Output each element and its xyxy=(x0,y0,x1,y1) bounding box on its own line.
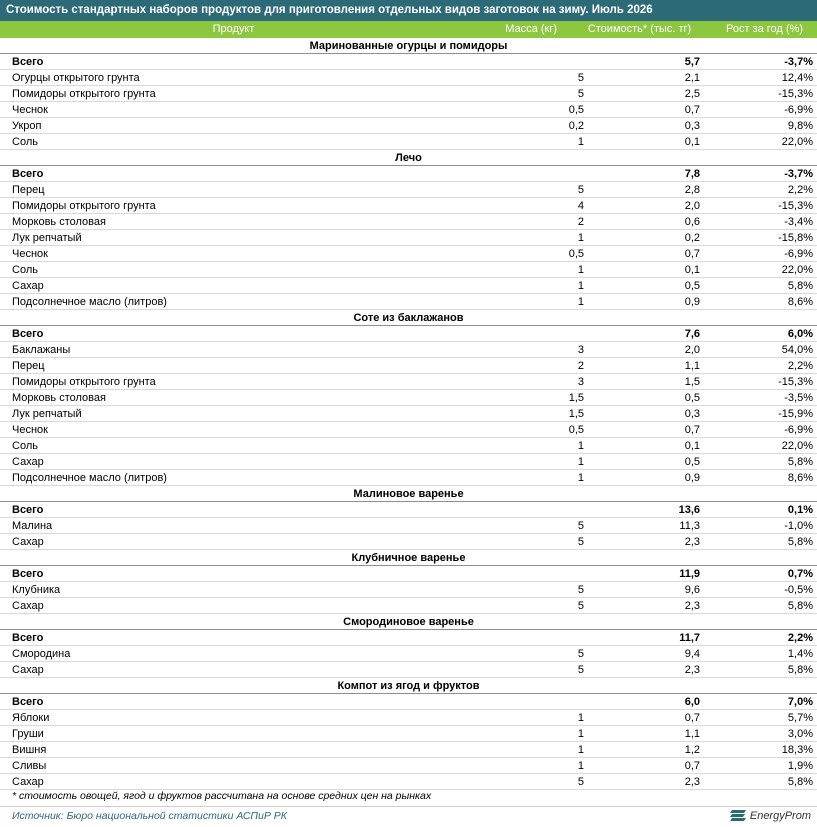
cost-cell: 1,2 xyxy=(684,744,700,756)
cost-cell: 2,3 xyxy=(684,664,700,676)
mass-cell: 1 xyxy=(577,136,584,148)
mass-cell: 1 xyxy=(577,280,584,292)
mass-cell: 0,5 xyxy=(568,424,584,436)
mass-cell: 5 xyxy=(577,536,584,548)
mass-cell: 5 xyxy=(577,72,584,84)
table-row xyxy=(0,470,817,486)
table-row xyxy=(0,70,817,86)
mass-cell: 1 xyxy=(577,440,584,452)
product-cell: Баклажаны xyxy=(12,344,71,356)
table-row xyxy=(0,438,817,454)
growth-cell: 8,6% xyxy=(787,472,813,484)
growth-cell: 2,2% xyxy=(787,632,813,644)
mass-cell: 0,5 xyxy=(568,248,584,260)
cost-cell: 9,4 xyxy=(684,648,700,660)
cost-cell: 7,8 xyxy=(684,168,700,180)
growth-cell: 5,8% xyxy=(787,776,813,788)
mass-cell: 5 xyxy=(577,520,584,532)
product-cell: Перец xyxy=(12,360,45,372)
growth-cell: 1,9% xyxy=(787,760,813,772)
product-cell: Всего xyxy=(12,696,44,708)
section-header-row xyxy=(0,310,817,326)
mass-cell: 2 xyxy=(577,216,584,228)
section-header-row xyxy=(0,150,817,166)
table-row xyxy=(0,102,817,118)
product-cell: Соль xyxy=(12,440,38,452)
growth-cell: -6,9% xyxy=(784,248,813,260)
product-cell: Перец xyxy=(12,184,45,196)
product-cell: Всего xyxy=(12,168,44,180)
cost-cell: 2,3 xyxy=(684,776,700,788)
product-cell: Всего xyxy=(12,328,44,340)
section-header-row xyxy=(0,38,817,54)
mass-cell: 5 xyxy=(577,584,584,596)
growth-cell: 22,0% xyxy=(781,440,813,452)
product-cell: Сахар xyxy=(12,456,44,468)
section-title: Маринованные огурцы и помидоры xyxy=(309,40,508,52)
growth-cell: -6,9% xyxy=(784,424,813,436)
mass-cell: 5 xyxy=(577,664,584,676)
section-title: Лечо xyxy=(395,152,422,164)
mass-cell: 1 xyxy=(577,760,584,772)
growth-cell: 9,8% xyxy=(787,120,813,132)
cost-cell: 0,5 xyxy=(684,280,700,292)
cost-cell: 0,5 xyxy=(684,456,700,468)
product-cell: Соль xyxy=(12,136,38,148)
product-cell: Яблоки xyxy=(12,712,50,724)
growth-cell: 5,7% xyxy=(787,712,813,724)
mass-cell xyxy=(340,694,584,709)
growth-cell: 22,0% xyxy=(781,136,813,148)
growth-cell: 18,3% xyxy=(781,744,813,756)
mass-cell xyxy=(340,566,584,581)
cost-cell: 0,3 xyxy=(684,120,700,132)
growth-cell: 5,8% xyxy=(787,600,813,612)
mass-cell: 2 xyxy=(577,360,584,372)
product-cell: Чеснок xyxy=(12,424,48,436)
growth-cell: -3,5% xyxy=(784,392,813,404)
total-row xyxy=(0,166,817,182)
cost-cell: 2,8 xyxy=(684,184,700,196)
product-cell: Помидоры открытого грунта xyxy=(12,200,156,212)
growth-cell: -3,4% xyxy=(784,216,813,228)
growth-cell: -3,7% xyxy=(784,56,813,68)
product-cell: Морковь столовая xyxy=(12,392,106,404)
growth-cell: 5,8% xyxy=(787,536,813,548)
product-cell: Чеснок xyxy=(12,248,48,260)
table-row xyxy=(0,294,817,310)
footnote: * стоимость овощей, ягод и фруктов рассчитана на основе средних цен на рынках xyxy=(12,790,432,802)
product-cell: Огурцы открытого грунта xyxy=(12,72,140,84)
logo-text: EnergyProm xyxy=(749,809,811,822)
growth-cell: 0,1% xyxy=(787,504,813,516)
total-row xyxy=(0,502,817,518)
growth-cell: 2,2% xyxy=(787,184,813,196)
growth-cell: 22,0% xyxy=(781,264,813,276)
column-header-cost: Стоимость* (тыс. тг) xyxy=(587,23,692,35)
mass-cell: 1,5 xyxy=(568,408,584,420)
cost-cell: 2,0 xyxy=(684,200,700,212)
table-row xyxy=(0,406,817,422)
table-row xyxy=(0,454,817,470)
product-cell: Всего xyxy=(12,632,44,644)
table-row xyxy=(0,390,817,406)
table-header xyxy=(0,21,817,38)
mass-cell: 5 xyxy=(577,88,584,100)
section-header-row xyxy=(0,614,817,630)
product-cell: Морковь столовая xyxy=(12,216,106,228)
mass-cell: 0,5 xyxy=(568,104,584,116)
mass-cell: 0,2 xyxy=(568,120,584,132)
total-row xyxy=(0,326,817,342)
growth-cell: 5,8% xyxy=(787,280,813,292)
cost-cell: 0,7 xyxy=(684,104,700,116)
cost-cell: 0,5 xyxy=(684,392,700,404)
growth-cell: -1,0% xyxy=(784,520,813,532)
growth-cell: -15,3% xyxy=(778,376,813,388)
column-header-mass: Масса (кг) xyxy=(505,23,557,35)
mass-cell: 3 xyxy=(577,376,584,388)
cost-cell: 2,5 xyxy=(684,88,700,100)
table-row xyxy=(0,182,817,198)
growth-cell: 2,2% xyxy=(787,360,813,372)
table-row xyxy=(0,214,817,230)
table-row xyxy=(0,134,817,150)
cost-cell: 2,3 xyxy=(684,600,700,612)
cost-cell: 2,3 xyxy=(684,536,700,548)
cost-cell: 5,7 xyxy=(684,56,700,68)
table-row xyxy=(0,230,817,246)
growth-cell: 7,0% xyxy=(787,696,813,708)
mass-cell: 4 xyxy=(577,200,584,212)
footer xyxy=(0,806,817,827)
column-header-product: Продукт xyxy=(212,23,255,35)
product-cell: Лук репчатый xyxy=(12,232,82,244)
table-row xyxy=(0,86,817,102)
cost-cell: 0,7 xyxy=(684,712,700,724)
product-cell: Смородина xyxy=(12,648,71,660)
cost-cell: 0,9 xyxy=(684,472,700,484)
growth-cell: -0,5% xyxy=(784,584,813,596)
total-row xyxy=(0,54,817,70)
column-header-growth: Рост за год (%) xyxy=(725,23,803,35)
table-row xyxy=(0,534,817,550)
table-row xyxy=(0,598,817,614)
growth-cell: -15,3% xyxy=(778,88,813,100)
product-cell: Помидоры открытого грунта xyxy=(12,376,156,388)
growth-cell: -15,3% xyxy=(778,200,813,212)
product-cell: Сахар xyxy=(12,600,44,612)
mass-cell: 1 xyxy=(577,472,584,484)
cost-cell: 2,1 xyxy=(684,72,700,84)
product-cell: Лук репчатый xyxy=(12,408,82,420)
table-row xyxy=(0,742,817,758)
cost-cell: 0,1 xyxy=(684,440,700,452)
mass-cell: 1,5 xyxy=(568,392,584,404)
section-header-row xyxy=(0,678,817,694)
energyprom-logo xyxy=(729,809,811,822)
table-row xyxy=(0,278,817,294)
section-title: Смородиновое варенье xyxy=(343,616,474,628)
table-row xyxy=(0,774,817,790)
mass-cell: 5 xyxy=(577,776,584,788)
product-cell: Клубника xyxy=(12,584,61,596)
section-title: Малиновое варенье xyxy=(353,488,464,500)
total-row xyxy=(0,630,817,646)
section-title: Клубничное варенье xyxy=(351,552,466,564)
table-row xyxy=(0,358,817,374)
mass-cell xyxy=(340,326,584,341)
growth-cell: 5,8% xyxy=(787,664,813,676)
cost-cell: 6,0 xyxy=(684,696,700,708)
product-cell: Чеснок xyxy=(12,104,48,116)
product-cell: Сливы xyxy=(12,760,47,772)
product-cell: Вишня xyxy=(12,744,47,756)
table-row xyxy=(0,518,817,534)
mass-cell: 5 xyxy=(577,184,584,196)
mass-cell: 1 xyxy=(577,712,584,724)
growth-cell: -15,8% xyxy=(778,232,813,244)
table-row xyxy=(0,342,817,358)
growth-cell: 12,4% xyxy=(781,72,813,84)
cost-cell: 11,9 xyxy=(679,568,700,580)
total-row xyxy=(0,566,817,582)
cost-cell: 1,1 xyxy=(684,728,700,740)
growth-cell: -15,9% xyxy=(778,408,813,420)
cost-cell: 7,6 xyxy=(684,328,700,340)
product-cell: Подсолнечное масло (литров) xyxy=(12,472,167,484)
growth-cell: 1,4% xyxy=(787,648,813,660)
table-row xyxy=(0,198,817,214)
product-cell: Помидоры открытого грунта xyxy=(12,88,156,100)
cost-cell: 0,7 xyxy=(684,248,700,260)
growth-cell: 54,0% xyxy=(781,344,813,356)
mass-cell: 1 xyxy=(577,296,584,308)
cost-cell: 0,7 xyxy=(684,760,700,772)
section-header-row xyxy=(0,486,817,502)
table-row xyxy=(0,582,817,598)
cost-cell: 11,3 xyxy=(679,520,700,532)
product-cell: Всего xyxy=(12,568,44,580)
section-title: Соте из баклажанов xyxy=(353,312,464,324)
growth-cell: -6,9% xyxy=(784,104,813,116)
cost-cell: 2,0 xyxy=(684,344,700,356)
table-row xyxy=(0,710,817,726)
mass-cell: 1 xyxy=(577,728,584,740)
mass-cell xyxy=(340,54,584,69)
product-cell: Сахар xyxy=(12,536,44,548)
mass-cell: 3 xyxy=(577,344,584,356)
product-cell: Укроп xyxy=(12,120,42,132)
table-body xyxy=(0,38,817,790)
mass-cell: 1 xyxy=(577,232,584,244)
cost-cell: 0,7 xyxy=(684,424,700,436)
table-row xyxy=(0,246,817,262)
table-row xyxy=(0,422,817,438)
product-cell: Подсолнечное масло (литров) xyxy=(12,296,167,308)
cost-cell: 13,6 xyxy=(678,504,700,516)
mass-cell: 1 xyxy=(577,456,584,468)
mass-cell xyxy=(340,630,584,645)
table-title: Стоимость стандартных наборов продуктов для приготовления отдельных видов заготовок на зиму. Июль 2026 xyxy=(0,0,817,21)
energyprom-logo-icon xyxy=(729,809,747,822)
product-cell: Малина xyxy=(12,520,53,532)
cost-cell: 0,3 xyxy=(684,408,700,420)
product-cell: Сахар xyxy=(12,280,44,292)
mass-cell xyxy=(340,502,584,517)
source-text: Источник: Бюро национальной статистики АСПиР РК xyxy=(12,810,287,822)
cost-cell: 1,1 xyxy=(684,360,700,372)
product-cell: Сахар xyxy=(12,664,44,676)
cost-cell: 0,1 xyxy=(684,136,700,148)
table-row xyxy=(0,662,817,678)
product-cell: Сахар xyxy=(12,776,44,788)
product-cell: Всего xyxy=(12,504,44,516)
total-row xyxy=(0,694,817,710)
cost-cell: 0,9 xyxy=(684,296,700,308)
cost-cell: 0,6 xyxy=(684,216,700,228)
growth-cell: 0,7% xyxy=(787,568,813,580)
growth-cell: -3,7% xyxy=(784,168,813,180)
cost-cell: 0,1 xyxy=(684,264,700,276)
table-row xyxy=(0,374,817,390)
cost-cell: 1,5 xyxy=(684,376,700,388)
growth-cell: 5,8% xyxy=(787,456,813,468)
section-header-row xyxy=(0,550,817,566)
mass-cell: 5 xyxy=(577,600,584,612)
cost-cell: 0,2 xyxy=(684,232,700,244)
mass-cell: 5 xyxy=(577,648,584,660)
growth-cell: 3,0% xyxy=(787,728,813,740)
table-row xyxy=(0,118,817,134)
table-row xyxy=(0,758,817,774)
cost-cell: 11,7 xyxy=(679,632,700,644)
table-row xyxy=(0,262,817,278)
mass-cell: 1 xyxy=(577,264,584,276)
growth-cell: 8,6% xyxy=(787,296,813,308)
table-row xyxy=(0,646,817,662)
table-row xyxy=(0,726,817,742)
mass-cell: 1 xyxy=(577,744,584,756)
product-cell: Всего xyxy=(12,56,44,68)
growth-cell: 6,0% xyxy=(787,328,813,340)
product-cell: Соль xyxy=(12,264,38,276)
section-title: Компот из ягод и фруктов xyxy=(337,680,480,692)
cost-cell: 9,6 xyxy=(684,584,700,596)
product-cell: Груши xyxy=(12,728,44,740)
mass-cell xyxy=(340,166,584,181)
